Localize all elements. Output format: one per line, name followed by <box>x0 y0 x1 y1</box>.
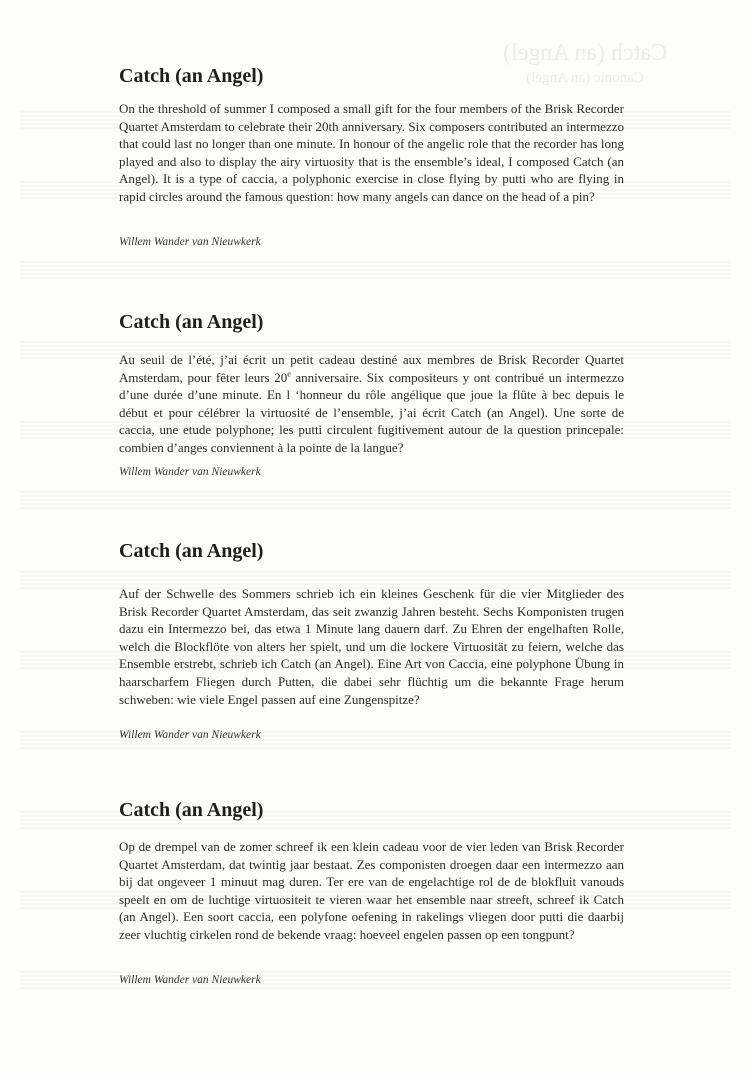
section-signature: Willem Wander van Nieuwkerk <box>119 729 261 741</box>
bleed-subtitle: Canonic (an Angel) <box>526 70 644 86</box>
section-body <box>119 351 624 457</box>
section-heading: Catch (an Angel) <box>119 540 264 562</box>
section-signature: Willem Wander van Nieuwkerk <box>119 974 261 986</box>
section-signature: Willem Wander van Nieuwkerk <box>119 466 261 478</box>
section-heading: Catch (an Angel) <box>119 311 264 333</box>
body-text: Au seuil de l’été, j’ai écrit un petit cadeau destiné aux membres de Brisk Recorder Quartet Amsterdam, pour fêter leurs 20 <box>119 352 624 385</box>
section-german <box>119 539 624 741</box>
body-text: anniversaire. Six compositeurs y ont contribué un intermezzo d’une durée d’une minute. En l ‘honneur du rôle angélique que joue la flûte à bec depuis le début et pour célébrer la virtuosité de l’ensemble, j’ai écrit Catch (an Angel). Une sorte de caccia, une etude polyphone; les putti circulent fugitivement autour de la question princepale: combien d’anges conviennent à la pointe de la langue? <box>119 369 625 455</box>
superscript: e <box>287 369 291 379</box>
section-signature: Willem Wander van Nieuwkerk <box>119 236 261 248</box>
section-heading: Catch (an Angel) <box>119 65 264 87</box>
section-french <box>119 310 625 478</box>
section-body: Op de drempel van de zomer schreef ik een klein cadeau voor de vier leden van Brisk Recorder Quartet Amsterdam, dat twintig jaar bestaat. Zes componisten droegen daar een intermezzo aan bij dat ongeveer 1 minuut mag duren. Ter ere van de engelachtige rol de de blokfluit vanouds speelt en om de luchtige virtuositeit te vieren waar het ensemble naar streeft, schreef ik Catch (an Angel). Een soort caccia, een polyfone oefening in rakelings vliegen door putti die daarbij zeer vluchtig cirkelen rond de bekende vraag: hoeveel engelen passen op een tongpunt? <box>119 839 624 942</box>
bleed-title: Catch (an Angel) <box>503 40 667 66</box>
section-heading: Catch (an Angel) <box>119 799 264 821</box>
section-body: On the threshold of summer I composed a small gift for the four members of the Brisk Recorder Quartet Amsterdam to celebrate their 20th anniversary. Six composers contributed an intermezzo that could last no longer than one minute. In honour of the angelic role that the recorder has long played and also to display the airy virtuosity that is the ensemble’s ideal, I composed Catch (an Angel). It is a type of caccia, a polyphonic exercise in close flying by putti who are flying in rapid circles around the famous question: how many angels can dance on the head of a pin? <box>119 101 624 204</box>
section-dutch <box>119 798 624 986</box>
section-english <box>119 64 624 248</box>
section-body: Auf der Schwelle des Sommers schrieb ich ein kleines Geschenk für die vier Mitglieder des Brisk Recorder Quartet Amsterdam, das seit zwanzig Jahren besteht. Sechs Komponisten trugen dazu ein Intermezzo bei, das etwa 1 Minute lang dauern darf. Zu Ehren der engelhaften Rolle, welch die Blockflöte von alters her spielt, und um die lockere Virtuosität zu feiern, welche das Ensemble erstrebt, schrieb ich Catch (an Angel). Eine Art von Caccia, eine polyphone Übung in haarscharfem Fliegen durch Putten, die dabei sehr flüchtig um die bekannte Frage herum schweben: wie viele Engel passen auf eine Zungenspitze? <box>119 586 624 707</box>
